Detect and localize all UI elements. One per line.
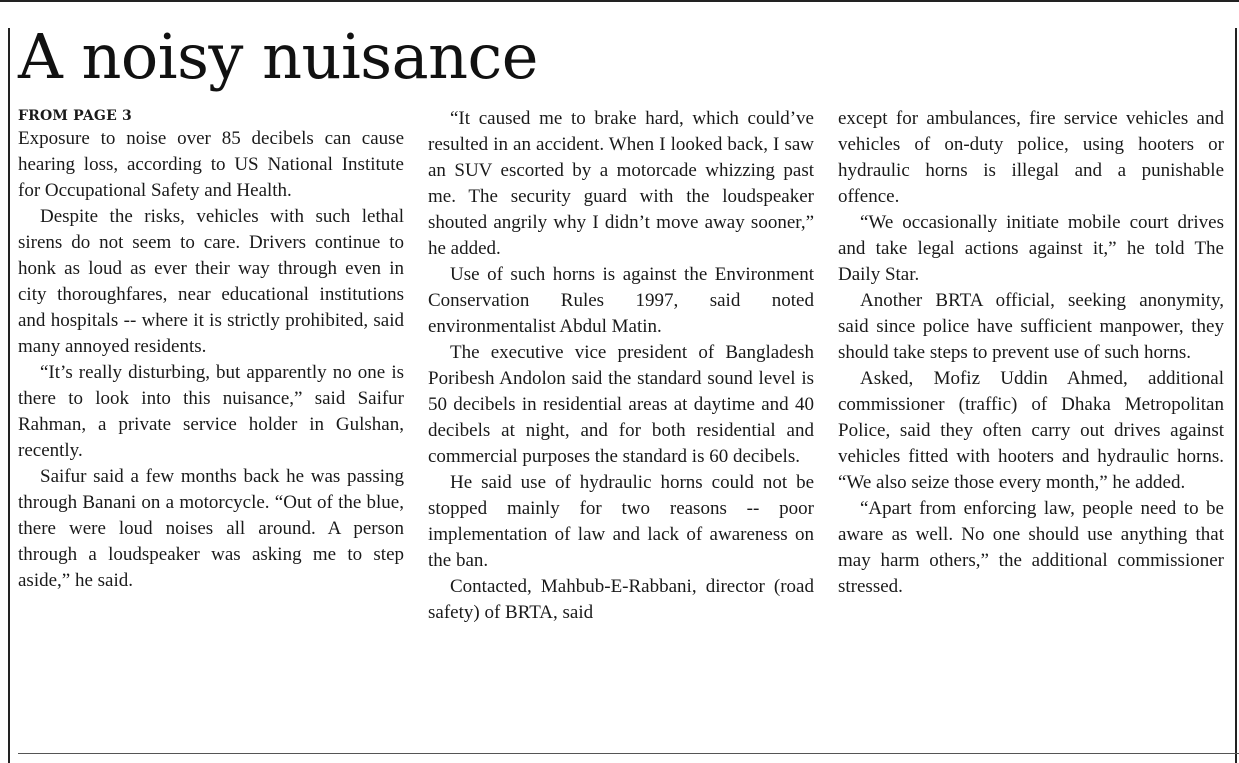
right-rule [1235, 28, 1237, 763]
paragraph: except for ambulances, fire service vehicles and vehicles of on-duty police, using hooters or hydraulic horns is illegal and a punishable offence. [838, 108, 1224, 207]
paragraph: Asked, Mofiz Uddin Ahmed, additional commissioner (traffic) of Dhaka Metropolitan Police, said they often carry out drives against vehicles fitted with hooters and hydraulic horns. “We also seize those every month,” he added. [838, 368, 1224, 493]
paragraph: “It’s really disturbing, but apparently no one is there to look into this nuisance,” said Saifur Rahman, a private service holder in Gulshan, recently. [18, 362, 404, 461]
paragraph: “We occasionally initiate mobile court drives and take legal actions against it,” he told The Daily Star. [838, 212, 1224, 285]
kicker: FROM PAGE 3 [18, 108, 132, 124]
paragraph: Despite the risks, vehicles with such lethal sirens do not seem to care. Drivers continue to honk as loud as ever their way through even in city thoroughfares, near educational institutions and hospitals -- where it is strictly prohibited, said many annoyed residents. [18, 206, 404, 357]
column-2 [428, 106, 814, 626]
paragraph: Saifur said a few months back he was passing through Banani on a motorcycle. “Out of the blue, there were loud noises all around. A person through a loudspeaker was asking me to step aside,” he said. [18, 466, 404, 591]
paragraph: Exposure to noise over 85 decibels can cause hearing loss, according to US National Institute for Occupational Safety and Health. [18, 128, 404, 201]
left-rule [8, 28, 10, 763]
paragraph: “It caused me to brake hard, which could’ve resulted in an accident. When I looked back, I saw an SUV escorted by a motorcade whizzing past me. The security guard with the loudspeaker shouted angrily why I didn’t move away sooner,” he added. [428, 108, 814, 259]
column-1 [18, 106, 404, 594]
bottom-rule [18, 753, 1239, 754]
headline: A noisy nuisance [18, 20, 538, 93]
paragraph: Use of such horns is against the Environment Conservation Rules 1997, said noted environmentalist Abdul Matin. [428, 264, 814, 337]
top-rule [0, 0, 1239, 2]
paragraph: He said use of hydraulic horns could not be stopped mainly for two reasons -- poor implementation of law and lack of awareness on the ban. [428, 472, 814, 571]
paragraph: Another BRTA official, seeking anonymity, said since police have sufficient manpower, they should take steps to prevent use of such horns. [838, 290, 1224, 363]
paragraph: Contacted, Mahbub-E-Rabbani, director (road safety) of BRTA, said [428, 576, 814, 623]
column-3 [838, 106, 1224, 600]
paragraph: The executive vice president of Bangladesh Poribesh Andolon said the standard sound level is 50 decibels in residential areas at daytime and 40 decibels at night, and for both residential and commercial purposes the standard is 60 decibels. [428, 342, 814, 467]
paragraph: “Apart from enforcing law, people need to be aware as well. No one should use anything that may harm others,” the additional commissioner stressed. [838, 498, 1224, 597]
